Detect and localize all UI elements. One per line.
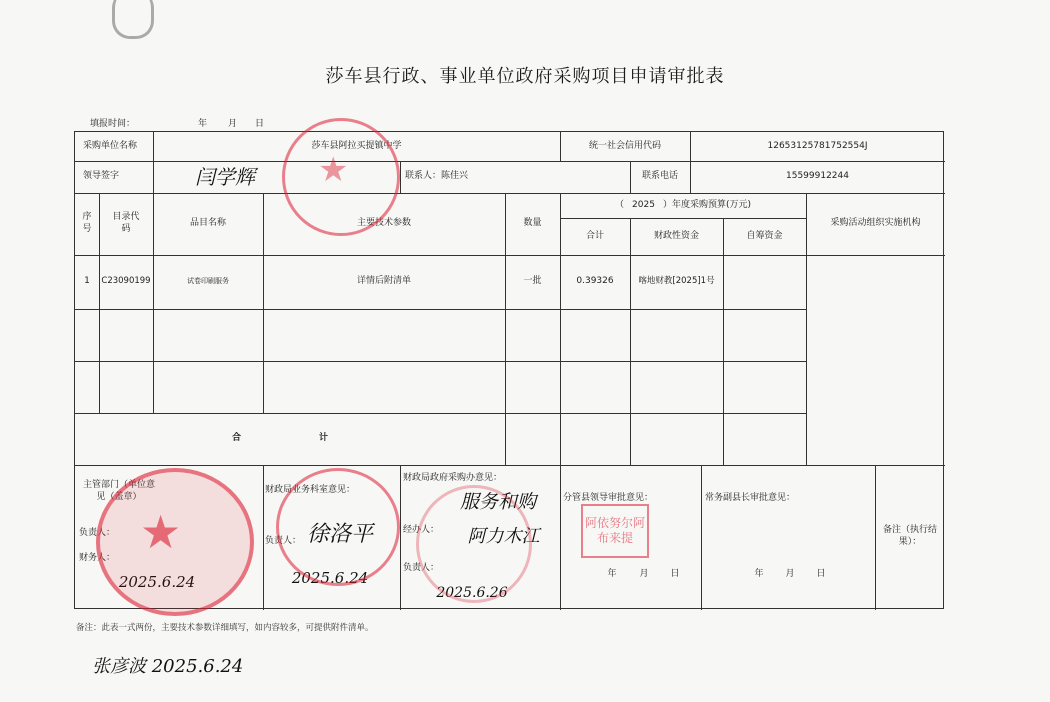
row1-qty: 一批 <box>523 276 542 287</box>
leader-sign-label: 领导签字 <box>83 171 120 182</box>
form-title: 莎车县行政、事业单位政府采购项目申请审批表 <box>325 66 725 87</box>
header-org: 采购活动组织实施机构 <box>830 218 921 229</box>
procurement-opinion-label: 财政局政府采购办意见： <box>403 473 503 484</box>
vice-year: 年 <box>754 569 764 580</box>
header-self: 自筹资金 <box>746 230 783 241</box>
procurement-signature: 阿力木江 <box>467 526 540 548</box>
row1-seq: 1 <box>84 276 90 287</box>
dept-finance-label: 财务人： <box>79 553 116 564</box>
total-label: 合 计 <box>231 433 348 444</box>
finance-date: 2025.6.24 <box>291 569 369 588</box>
procurement-note: 服务和购 <box>459 490 536 513</box>
bottom-signature: 张彦波 2025.6.24 <box>92 656 244 677</box>
procurement-handler-label: 经办人： <box>403 525 440 536</box>
header-budget <box>560 193 806 218</box>
procurement-head-label: 负责人： <box>403 563 440 574</box>
row1-total: 0.39326 <box>576 276 614 287</box>
finance-seal-stamp <box>276 468 400 586</box>
leader-signature: 闫学辉 <box>195 165 255 189</box>
finance-signature: 徐洛平 <box>306 521 373 547</box>
fill-time-label: 填报时间： <box>90 119 136 129</box>
finance-opinion-label: 财政局业务科室意见： <box>265 485 356 496</box>
unit-name-label: 采购单位名称 <box>83 140 138 151</box>
paper-clip-icon <box>112 0 154 39</box>
header-seq: 序号 <box>82 212 92 234</box>
contact-person: 联系人：陈佳兴 <box>405 171 469 182</box>
procurement-date: 2025.6.26 <box>436 584 508 601</box>
remark-label: 备注（执行结果）： <box>882 525 937 547</box>
budget-close: ）年度采购预算(万元) <box>662 199 751 210</box>
credit-code-value: 12653125781752554J <box>767 140 868 151</box>
dept-opinion-label: 主管部门（单位意见（盖章） <box>82 480 155 502</box>
leader-opinion-label: 分管县领导审批意见： <box>563 493 654 504</box>
row1-item: 试卷印刷服务 <box>187 277 229 286</box>
header-item: 品目名称 <box>189 218 226 229</box>
budget-year: 2025 <box>632 199 655 210</box>
fill-month-label: 月 <box>228 119 238 129</box>
row1-fiscal: 喀地财教[2025]1号 <box>638 276 715 287</box>
seal-star-icon: ★ <box>318 150 349 190</box>
leader-name-stamp: 阿依努尔阿布来提 <box>581 504 649 558</box>
row1-self <box>723 255 806 309</box>
header-fiscal: 财政性资金 <box>653 230 699 241</box>
vice-month: 月 <box>785 569 795 580</box>
row1-params: 详情后附清单 <box>356 276 411 287</box>
dept-seal-star-icon: ★ <box>140 505 182 559</box>
header-code: 目录代码 <box>112 212 140 234</box>
unit-name-value: 莎车县阿拉买提镇中学 <box>311 140 402 151</box>
phone-value: 15599912244 <box>786 171 849 182</box>
dept-head-label: 负责人： <box>79 528 116 539</box>
dept-date: 2025.6.24 <box>118 573 196 592</box>
header-params: 主要技术参数 <box>356 218 411 229</box>
fill-year-label: 年 <box>198 119 208 129</box>
finance-head-label: 负责人： <box>265 536 302 547</box>
procurement-seal-stamp <box>416 485 532 603</box>
header-total: 合计 <box>585 230 604 241</box>
fill-day-label: 日 <box>255 119 265 129</box>
vice-opinion-label: 常务副县长审批意见： <box>705 493 796 504</box>
vice-day: 日 <box>816 569 826 580</box>
form-footnote: 备注：此表一式两份，主要技术参数详细填写，如内容较多，可提供附件清单。 <box>76 623 374 633</box>
row1-code: C23090199 <box>101 276 151 287</box>
credit-code-label: 统一社会信用代码 <box>588 140 661 151</box>
leader-year: 年 <box>607 569 617 580</box>
header-qty: 数量 <box>523 218 542 229</box>
leader-month: 月 <box>639 569 649 580</box>
leader-day: 日 <box>670 569 680 580</box>
phone-label: 联系电话 <box>641 171 678 182</box>
budget-open: （ <box>615 199 625 210</box>
